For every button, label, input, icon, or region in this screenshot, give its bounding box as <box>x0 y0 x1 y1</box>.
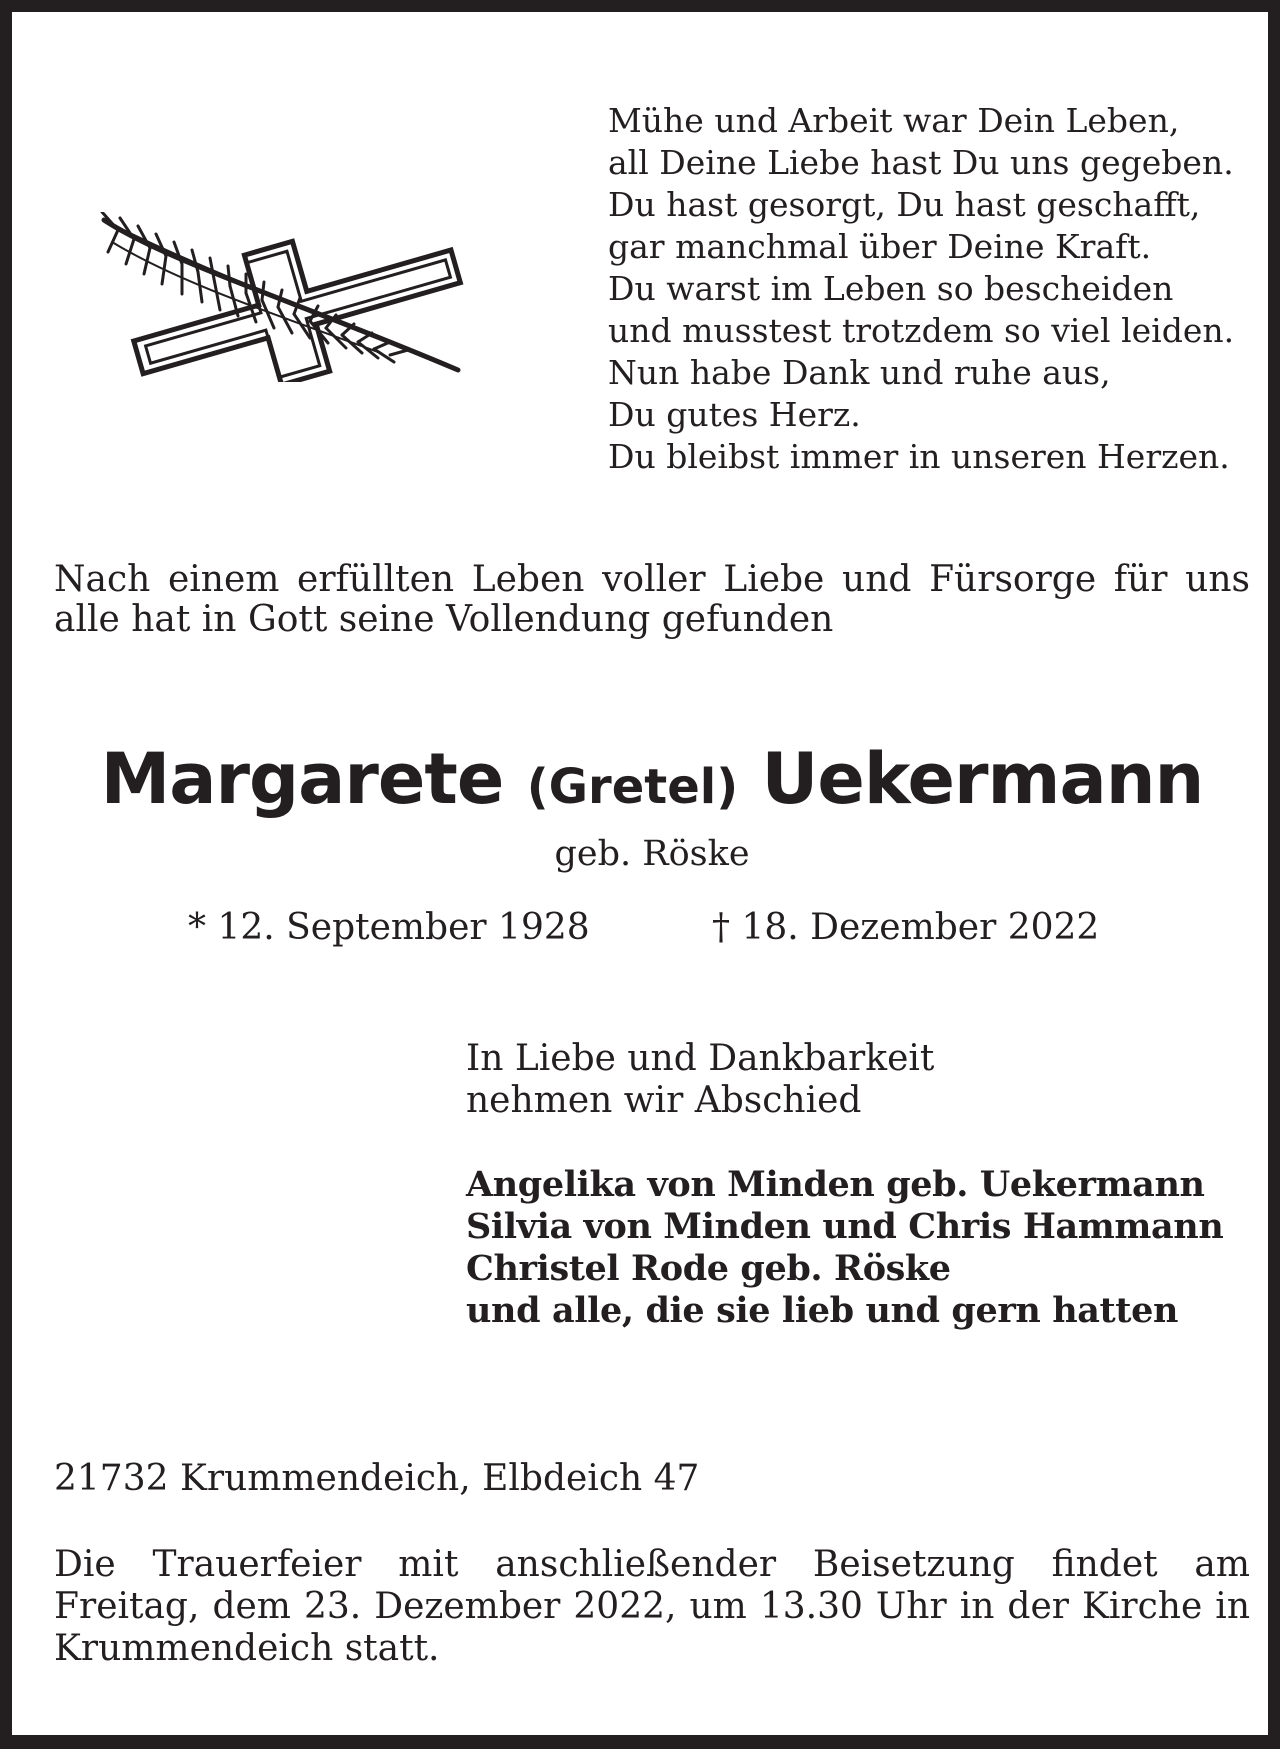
cross-with-palm-frond-icon <box>98 212 498 382</box>
mourner: Christel Rode geb. Röske <box>466 1248 951 1289</box>
poem <box>608 100 1258 478</box>
poem-line: Du bleibst immer in unseren Herzen. <box>608 437 1230 476</box>
address: 21732 Krummendeich, Elbdeich 47 <box>54 1458 700 1499</box>
mourner: Angelika von Minden geb. Uekermann <box>466 1164 1205 1205</box>
poem-line: Nun habe Dank und ruhe aus, <box>608 353 1111 392</box>
birth-date: * 12. September 1928 <box>188 907 590 948</box>
poem-line: all Deine Liebe hast Du uns gegeben. <box>608 143 1234 182</box>
first-name: Margarete <box>100 738 504 820</box>
poem-line: gar manchmal über Deine Kraft. <box>608 227 1152 266</box>
deceased-name <box>12 734 1280 832</box>
nickname: (Gretel) <box>526 759 739 815</box>
poem-line: und musstest trotzdem so viel leiden. <box>608 311 1235 350</box>
last-name: Uekermann <box>761 738 1204 820</box>
poem-line: Du gutes Herz. <box>608 395 861 434</box>
death-date: † 18. Dezember 2022 <box>712 907 1100 948</box>
poem-line: Mühe und Arbeit war Dein Leben, <box>608 101 1180 140</box>
poem-line: Du warst im Leben so bescheiden <box>608 269 1174 308</box>
intro-text: Nach einem erfüllten Leben voller Liebe und Fürsorge für uns alle hat in Gott seine Vollendung gefunden <box>54 559 1250 640</box>
farewell-text <box>466 1038 934 1122</box>
mourner: und alle, die sie lieb und gern hatten <box>466 1290 1178 1331</box>
farewell-line: nehmen wir Abschied <box>466 1080 862 1121</box>
obituary-notice <box>12 12 1268 1735</box>
service-info: Die Trauerfeier mit anschließender Beisetzung findet am Freitag, dem 23. Dezember 2022, um 13.30 Uhr in der Kirche in Krummendeich statt. <box>54 1544 1250 1669</box>
mourners-list <box>466 1164 1223 1332</box>
maiden-name: geb. Röske <box>554 834 750 874</box>
farewell-line: In Liebe und Dankbarkeit <box>466 1038 935 1079</box>
poem-line: Du hast gesorgt, Du hast geschafft, <box>608 185 1201 224</box>
mourner: Silvia von Minden und Chris Hammann <box>466 1206 1224 1247</box>
